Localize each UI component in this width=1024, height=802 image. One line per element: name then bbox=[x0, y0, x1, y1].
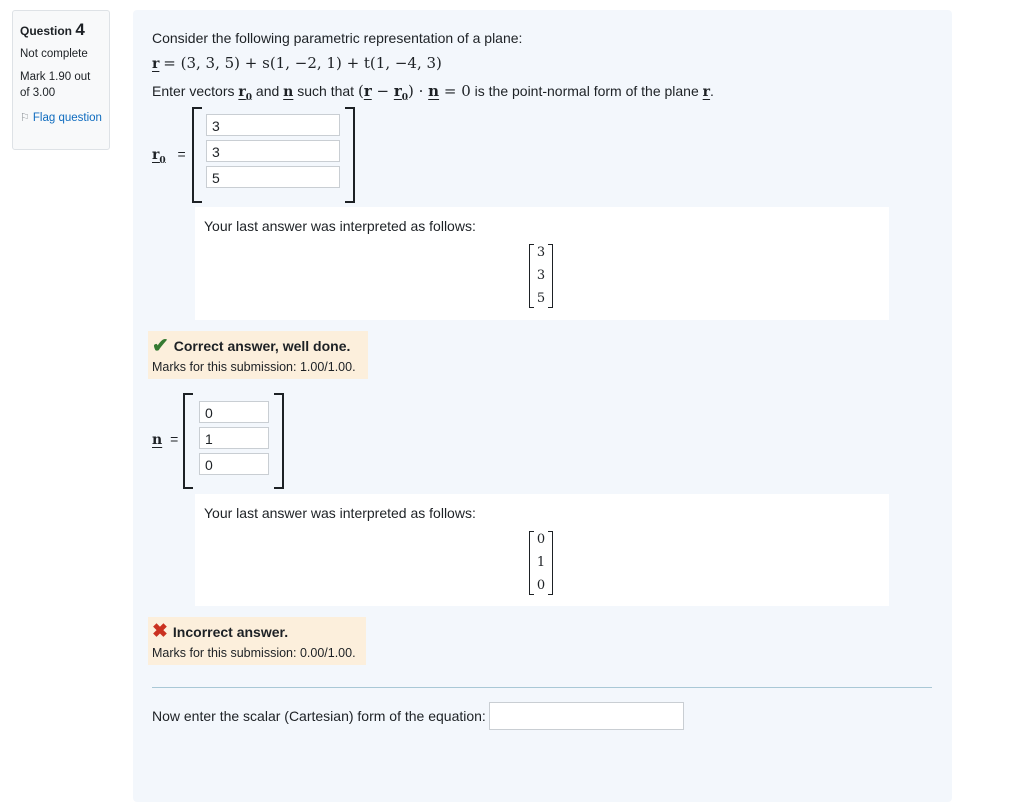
question-number-value: 4 bbox=[75, 20, 85, 39]
cross-icon: ✖ bbox=[152, 621, 168, 642]
r0-interpreted-matrix bbox=[529, 244, 553, 308]
n-feedback-marks: Marks for this submission: 0.00/1.00. bbox=[152, 646, 356, 660]
expr-r0-sub: 0 bbox=[401, 93, 409, 103]
r0-interpretation-message: Your last answer was interpreted as follows: bbox=[204, 218, 476, 234]
plane-r-symbol: r bbox=[702, 84, 711, 100]
expr-r0-r: r bbox=[393, 82, 402, 100]
r0-input-1[interactable]: 3 bbox=[206, 114, 340, 136]
question-grade: Mark 1.90 out of 3.00 bbox=[20, 71, 91, 99]
point-normal-expression: $(r - r_0) \cdot n = 0$ bbox=[357, 82, 471, 103]
r-vector-symbol: r bbox=[152, 56, 160, 72]
question-intro: Consider the following parametric representation of a plane: bbox=[152, 30, 523, 46]
instruction-post: is the point-normal form of the plane bbox=[474, 83, 699, 99]
r0-equals: = bbox=[177, 146, 186, 162]
question-label: Question bbox=[20, 24, 73, 38]
n-feedback-title bbox=[152, 621, 358, 642]
question-number bbox=[20, 20, 102, 40]
n-left-bracket bbox=[183, 393, 193, 489]
r0-interp-value-1: 3 bbox=[536, 245, 546, 260]
equation-rhs: = (3, 3, 5) + s(1, −2, 1) + t(1, −4, 3) bbox=[163, 54, 442, 72]
expr-dot-eq: = 0 bbox=[443, 82, 471, 100]
instruction-text: Enter vectors $r_0$ and n such that $(r - r_0) \cdot n = 0$ is the point-normal form of the plane r. bbox=[152, 82, 714, 103]
scalar-form-input[interactable] bbox=[489, 702, 684, 730]
flag-question-label: Flag question bbox=[32, 112, 102, 124]
n-interpreted-matrix bbox=[529, 531, 553, 595]
expr-r: r bbox=[363, 82, 372, 100]
r0-label-r: r bbox=[152, 147, 160, 163]
n-right-bracket bbox=[274, 393, 284, 489]
r0-feedback-marks: Marks for this submission: 1.00/1.00. bbox=[152, 360, 356, 374]
n-symbol: n bbox=[283, 84, 294, 100]
section-divider bbox=[152, 687, 932, 688]
expr-n: n bbox=[428, 82, 440, 100]
scalar-form-label: Now enter the scalar (Cartesian) form of the equation: bbox=[152, 708, 486, 724]
n-input-3[interactable]: 0 bbox=[199, 453, 269, 475]
question-state: Not complete bbox=[20, 48, 88, 60]
r0-label-symbol bbox=[152, 147, 166, 166]
n-interp-value-1: 0 bbox=[536, 532, 546, 547]
instruction-pre: Enter vectors bbox=[152, 83, 235, 99]
check-icon: ✔ bbox=[152, 335, 169, 357]
n-label-symbol: n bbox=[152, 432, 163, 448]
r0-symbol-r: r bbox=[238, 84, 246, 100]
r0-input-3[interactable]: 5 bbox=[206, 166, 340, 188]
flag-question-link[interactable] bbox=[20, 110, 102, 126]
n-interpretation-box bbox=[195, 494, 889, 606]
expr-r0 bbox=[393, 82, 409, 103]
n-input-label bbox=[152, 431, 178, 448]
question-content bbox=[133, 10, 952, 802]
r0-interp-value-2: 3 bbox=[536, 268, 546, 283]
r0-symbol-sub: 0 bbox=[245, 92, 253, 103]
r0-feedback bbox=[148, 331, 368, 379]
n-interp-value-2: 1 bbox=[536, 555, 546, 570]
r0-left-bracket bbox=[192, 107, 202, 203]
flag-icon: ⚐ bbox=[20, 112, 30, 124]
r0-input-2[interactable]: 3 bbox=[206, 140, 340, 162]
r0-label-sub: 0 bbox=[159, 155, 166, 166]
question-info-panel bbox=[12, 10, 110, 150]
r0-input-label bbox=[152, 146, 186, 166]
r0-right-bracket bbox=[345, 107, 355, 203]
r0-feedback-title-text: Correct answer, well done. bbox=[173, 338, 351, 354]
n-interp-value-3: 0 bbox=[536, 578, 546, 593]
r0-interpretation-box bbox=[195, 207, 889, 320]
n-input-1[interactable]: 0 bbox=[199, 401, 269, 423]
plane-equation bbox=[152, 54, 442, 72]
n-input-2[interactable]: 1 bbox=[199, 427, 269, 449]
instruction-and: and bbox=[255, 83, 280, 99]
n-feedback-title-text: Incorrect answer. bbox=[172, 624, 289, 640]
r0-feedback-title bbox=[152, 335, 360, 357]
r0-symbol bbox=[238, 84, 253, 103]
n-interpretation-message: Your last answer was interpreted as follows: bbox=[204, 505, 476, 521]
instruction-such: such that bbox=[297, 83, 355, 99]
r0-interp-value-3: 5 bbox=[536, 291, 546, 306]
n-feedback bbox=[148, 617, 366, 665]
n-equals: = bbox=[170, 431, 179, 447]
